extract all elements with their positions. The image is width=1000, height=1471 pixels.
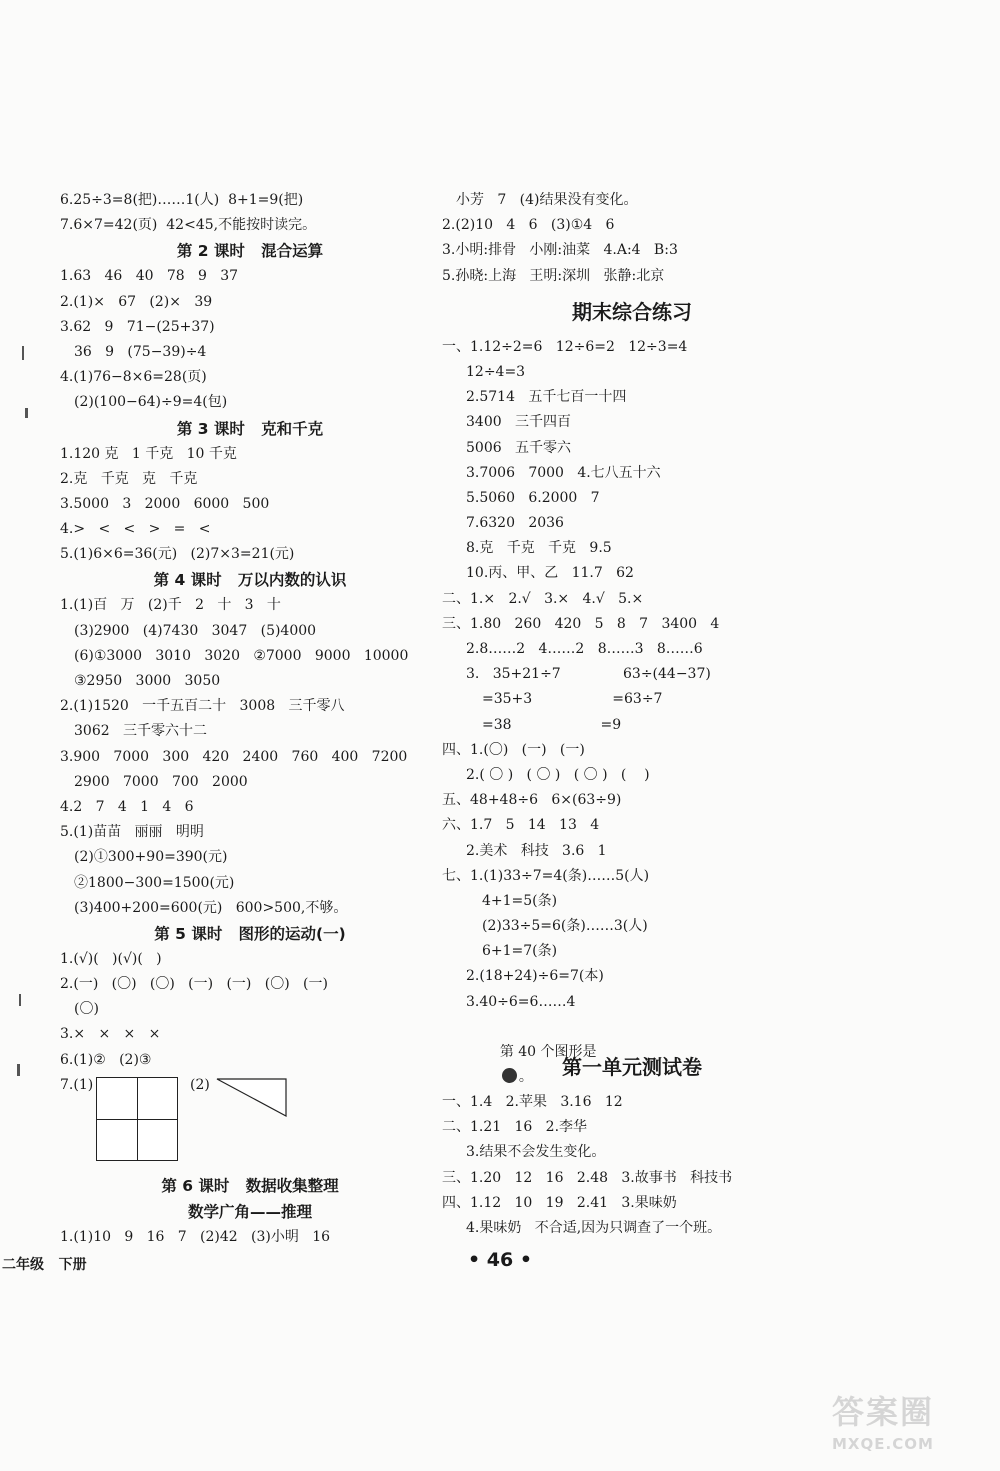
triangle-figure <box>210 1073 290 1123</box>
answer-line: 12÷4=3 <box>466 363 526 380</box>
answer-line: 一、1.4 2.苹果 3.16 12 <box>442 1094 623 1110</box>
answer-line: 2.8……2 4……2 8……3 8……6 <box>466 641 703 657</box>
answer-line: 五、48+48÷6 6×(63÷9) <box>442 792 622 809</box>
figure-label-2: (2) <box>190 1076 210 1093</box>
answer-line: 二、1.21 16 2.李华 <box>442 1119 588 1136</box>
answer-line: (2)33÷5=6(条)……3(人) <box>482 918 648 935</box>
answer-line: 2.( 〇 ) ( 〇 ) ( 〇 ) ( ) <box>466 766 650 783</box>
answer-line: 1.(√)( )(√)( ) <box>60 950 162 967</box>
answer-line: 2.(1)× 67 (2)× 39 <box>60 293 213 310</box>
answer-line: (〇) <box>74 1001 99 1018</box>
scan-speck <box>17 1064 20 1076</box>
answer-line: =38 =9 <box>482 716 622 733</box>
answer-line: 3.7006 7000 4.七八五十六 <box>466 464 661 481</box>
answer-line: 5006 五千零六 <box>466 439 571 456</box>
answer-line: 四、1.(〇) (一) (一) <box>442 741 585 758</box>
answer-line: 六、1.7 5 14 13 4 <box>442 817 600 834</box>
answer-line: 3.5000 3 2000 6000 500 <box>60 495 270 512</box>
answer-line: 3.40÷6=6……4 <box>466 993 576 1010</box>
answer-line: 6+1=7(条) <box>482 943 558 960</box>
scan-speck <box>25 408 28 418</box>
answer-line: 3400 三千四百 <box>466 414 571 431</box>
answer-line: 1.(1)10 9 16 7 (2)42 (3)小明 16 <box>60 1228 331 1245</box>
answer-line: 2.(2)10 4 6 (3)①4 6 <box>442 217 615 234</box>
scan-speck <box>19 994 21 1006</box>
figure-label-1: 7.(1) <box>60 1076 94 1093</box>
answer-line: 2.克 千克 克 千克 <box>60 470 198 487</box>
section-subtitle-reasoning: 数学广角——推理 <box>187 1202 312 1221</box>
watermark-text: 答案圈 <box>832 1393 935 1431</box>
answer-line: 5.5060 6.2000 7 <box>466 489 600 506</box>
answer-line: (2)(100−64)÷9=4(包) <box>74 394 228 411</box>
answer-line: 4.2 7 4 1 4 6 <box>60 798 194 815</box>
square-grid-figure <box>96 1077 178 1161</box>
answer-line: =35+3 =63÷7 <box>482 691 663 708</box>
answer-line: 1.(1)百 万 (2)千 2 十 3 十 <box>60 597 281 614</box>
answer-text: 。 <box>518 1069 533 1086</box>
answer-line: 7.6320 2036 <box>466 515 564 532</box>
answer-line: 4+1=5(条) <box>482 892 558 909</box>
answer-line: 四、1.12 10 19 2.41 3.果味奶 <box>442 1194 677 1211</box>
section-title-final-review: 期末综合练习 <box>572 299 692 324</box>
watermark-logo <box>832 1387 982 1457</box>
filled-circle-icon <box>502 1068 517 1083</box>
answer-line: 1.63 46 40 78 9 37 <box>60 268 239 285</box>
answer-line: 3.900 7000 300 420 2400 760 400 7200 <box>60 748 408 765</box>
section-title-lesson-4: 第 4 课时 万以内数的认识 <box>153 571 347 590</box>
answer-line: 3.× × × × <box>60 1026 161 1043</box>
answer-line: 8.克 千克 千克 9.5 <box>466 540 612 557</box>
answer-line: 2.(1)1520 一千五百二十 3008 三千零八 <box>60 698 345 715</box>
answer-line: 3062 三千零六十二 <box>74 723 207 740</box>
answer-line: 4.> < < > = < <box>60 521 211 538</box>
section-title-lesson-3: 第 3 课时 克和千克 <box>176 419 324 438</box>
answer-line: 2.(18+24)÷6=7(本) <box>466 968 604 985</box>
answer-line: 二、1.× 2.√ 3.× 4.√ 5.× <box>442 590 644 607</box>
answer-line: 一、1.12÷2=6 12÷6=2 12÷3=4 <box>442 338 688 355</box>
answer-line: 三、1.20 12 16 2.48 3.故事书 科技书 <box>442 1169 733 1186</box>
answer-line: 三、1.80 260 420 5 8 7 3400 4 <box>442 615 720 632</box>
page-number: • 46 • <box>468 1249 532 1271</box>
answer-line: 5.孙晓:上海 王明:深圳 张静:北京 <box>442 267 665 284</box>
answer-line: 2.美术 科技 3.6 1 <box>466 842 607 859</box>
answer-line: 小芳 7 (4)结果没有变化。 <box>456 192 638 208</box>
answer-text: 第 40 个图形是 <box>499 1044 597 1061</box>
answer-line: 1.120 克 1 千克 10 千克 <box>60 445 237 462</box>
right-column <box>442 188 822 1241</box>
section-title-lesson-5: 第 5 课时 图形的运动(一) <box>154 924 346 943</box>
answer-line: 5.(1)6×6=36(元) (2)7×3=21(元) <box>60 546 295 563</box>
answer-line: 6.(1)② (2)③ <box>60 1051 152 1068</box>
answer-line: (2)①300+90=390(元) <box>74 849 228 866</box>
answer-line: 七、1.(1)33÷7=4(条)……5(人) <box>442 867 650 884</box>
section-title-lesson-2: 第 2 课时 混合运算 <box>176 242 324 261</box>
answer-line: 2.5714 五千七百一十四 <box>466 389 627 406</box>
figure-answer-row <box>60 1073 440 1173</box>
answer-line: (3)400+200=600(元) 600>500,不够。 <box>74 899 348 916</box>
answer-line: 4.果味奶 不合适,因为只调查了一个班。 <box>466 1219 722 1236</box>
answer-line: (6)①3000 3010 3020 ②7000 9000 10000 <box>74 647 409 664</box>
left-column <box>60 188 440 1250</box>
answer-line: 3.62 9 71−(25+37) <box>60 318 215 335</box>
answer-line: 2.(一) (〇) (〇) (一) (一) (〇) (一) <box>60 976 328 993</box>
answer-line: (3)2900 (4)7430 3047 (5)4000 <box>74 622 317 639</box>
watermark-url: MXQE.COM <box>832 1435 934 1453</box>
answer-line: 36 9 (75−39)÷4 <box>74 343 207 360</box>
section-title-unit-test: 第一单元测试卷 <box>562 1055 702 1079</box>
answer-line: ③2950 3000 3050 <box>74 673 221 689</box>
answer-line: 5.(1)苗苗 丽丽 明明 <box>60 824 204 841</box>
answer-line: 6.25÷3=8(把)……1(人) 8+1=9(把) <box>60 192 304 208</box>
answer-line: 7.6×7=42(页) 42<45,不能按时读完。 <box>60 217 317 234</box>
answer-line: 4.(1)76−8×6=28(页) <box>60 369 207 386</box>
answer-line: 3. 35+21÷7 63÷(44−37) <box>466 666 711 683</box>
answer-line: 10.丙、甲、乙 11.7 62 <box>466 565 634 582</box>
answer-line: ②1800−300=1500(元) <box>74 874 235 891</box>
answer-line: 3.小明:排骨 小刚:油菜 4.A:4 B:3 <box>442 242 678 259</box>
scan-speck <box>22 346 24 360</box>
grade-label: 二年级 下册 <box>2 1257 87 1273</box>
section-title-lesson-6: 第 6 课时 数据收集整理 <box>161 1176 339 1195</box>
answer-line: 2900 7000 700 2000 <box>74 773 248 790</box>
answer-line: 3.结果不会发生变化。 <box>466 1144 606 1161</box>
